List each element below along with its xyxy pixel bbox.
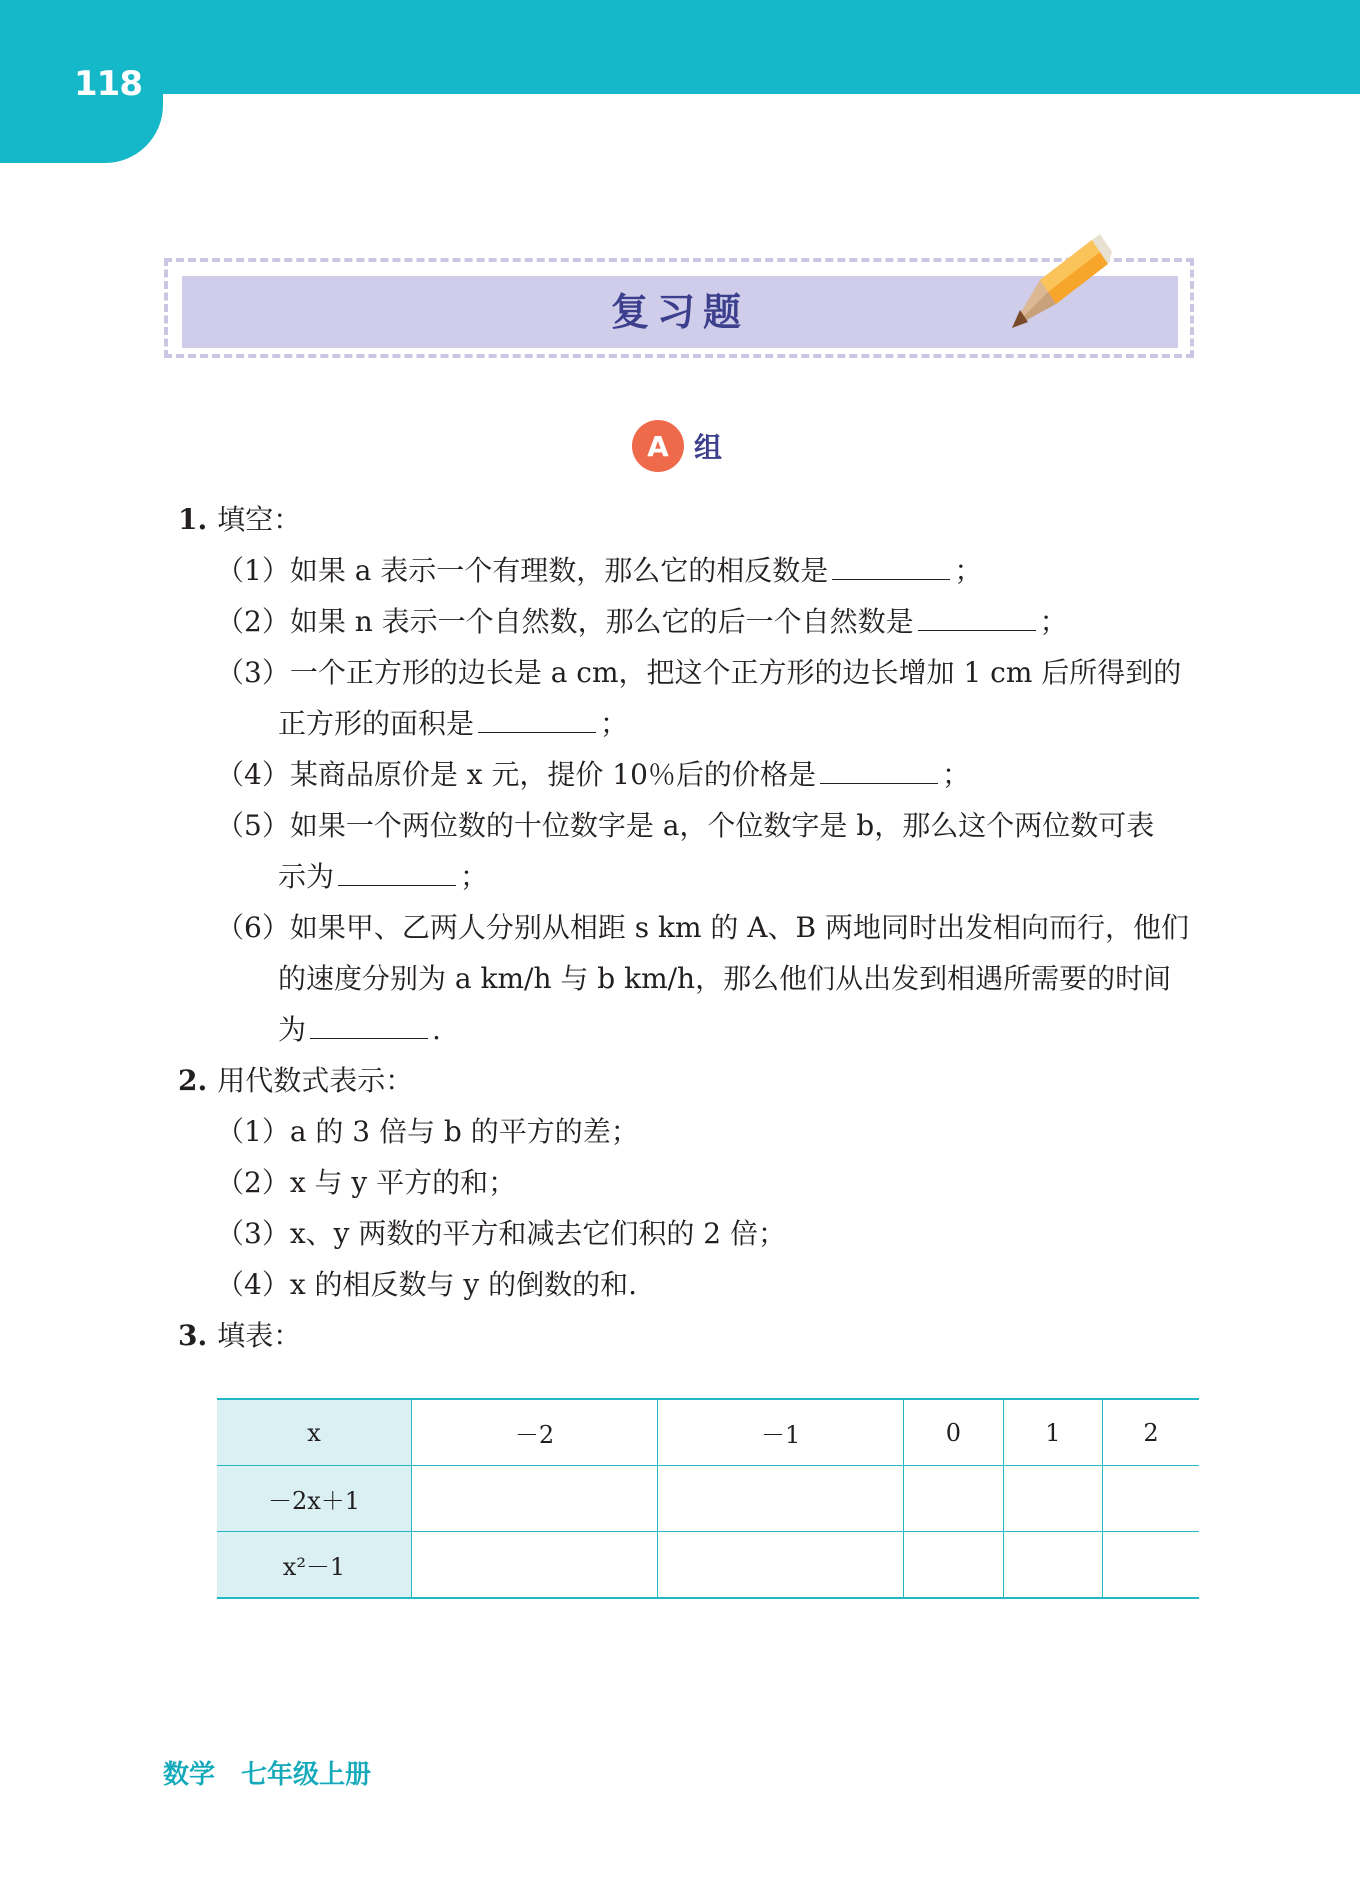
table-cell [412,1532,658,1599]
exercise-line [178,953,1200,1004]
section-title: 复习题 [610,290,749,334]
group-heading [632,420,722,472]
table-cell: 0 [904,1399,1003,1466]
group-badge: A [632,420,684,472]
table-cell [658,1466,904,1532]
table-cell [1103,1466,1199,1532]
exercise-line [178,800,1200,851]
table-cell [904,1466,1003,1532]
exercise-text: （3）一个正方形的边长是 a cm，把这个正方形的边长增加 1 cm 后所得到的 [216,656,1182,689]
exercise-text: 的速度分别为 a km/h 与 b km/h，那么他们从出发到相遇所需要的时间 [278,962,1172,995]
table-row [217,1399,1199,1466]
question-number: 2. [178,1064,208,1097]
trailing-punctuation: ； [1039,605,1068,638]
table-cell [658,1532,904,1599]
exercise-line [178,647,1200,698]
exercise-line [178,1004,1200,1055]
table-cell [412,1466,658,1532]
answer-blank [478,702,596,733]
answer-blank [338,855,456,886]
table-cell [1003,1466,1102,1532]
question-number: 1. [178,503,208,536]
exercise-text: 填表： [217,1319,302,1352]
table-cell: 1 [1003,1399,1102,1466]
table-cell [1003,1532,1102,1599]
exercise-text: 填空： [217,503,302,536]
exercise-text: 为 [278,1013,307,1046]
exercise-text: 用代数式表示： [217,1064,414,1097]
footer-book-title: 数学 七年级上册 [163,1760,372,1790]
table-row-header: x²－1 [217,1532,412,1599]
exercise-list [178,494,1200,1361]
question-line [178,494,1200,545]
table-row [217,1532,1199,1599]
exercise-line [178,1259,1200,1310]
question-number: 3. [178,1319,208,1352]
top-bar [0,0,1360,94]
question-line [178,1055,1200,1106]
question-line [178,1310,1200,1361]
exercise-text: （5）如果一个两位数的十位数字是 a，个位数字是 b，那么这个两位数可表 [216,809,1155,842]
trailing-punctuation: ； [460,860,489,893]
table-cell [1103,1532,1199,1599]
exercise-text: （6）如果甲、乙两人分别从相距 s km 的 A、B 两地同时出发相向而行，他们 [216,911,1190,944]
trailing-punctuation: ； [600,707,629,740]
trailing-punctuation: ； [941,758,970,791]
answer-blank [832,549,950,580]
exercise-text: （3）x、y 两数的平方和减去它们积的 2 倍； [216,1217,786,1250]
table-row [217,1466,1199,1532]
pencil-icon [1000,230,1112,334]
exercise-line [178,596,1200,647]
exercise-text: （4）某商品原价是 x 元，提价 10％后的价格是 [216,758,816,791]
exercise-line [178,1157,1200,1208]
exercise-line [178,1106,1200,1157]
exercise-text: （2）x 与 y 平方的和； [216,1166,517,1199]
exercise-text: 示为 [278,860,335,893]
answer-blank [310,1008,428,1039]
exercise-text: 正方形的面积是 [278,707,475,740]
table-cell [904,1532,1003,1599]
exercise-text: （1）如果 a 表示一个有理数，那么它的相反数是 [216,554,829,587]
group-label: 组 [694,431,723,464]
exercise-line [178,698,1200,749]
trailing-punctuation: ； [954,554,983,587]
table-cell: －2 [412,1399,658,1466]
fill-table [217,1398,1199,1599]
table-cell: －1 [658,1399,904,1466]
table-row-header: －2x＋1 [217,1466,412,1532]
exercise-text: （4）x 的相反数与 y 的倒数的和. [216,1268,638,1301]
exercise-text: （1）a 的 3 倍与 b 的平方的差； [216,1115,639,1148]
exercise-line [178,749,1200,800]
exercise-line [178,851,1200,902]
exercise-line [178,1208,1200,1259]
table-row-header: x [217,1399,412,1466]
answer-blank [918,600,1036,631]
table-cell: 2 [1103,1399,1199,1466]
page-number: 118 [74,64,142,104]
exercise-line [178,545,1200,596]
trailing-punctuation: . [432,1013,441,1046]
exercise-line [178,902,1200,953]
exercise-text: （2）如果 n 表示一个自然数，那么它的后一个自然数是 [216,605,914,638]
answer-blank [820,753,938,784]
